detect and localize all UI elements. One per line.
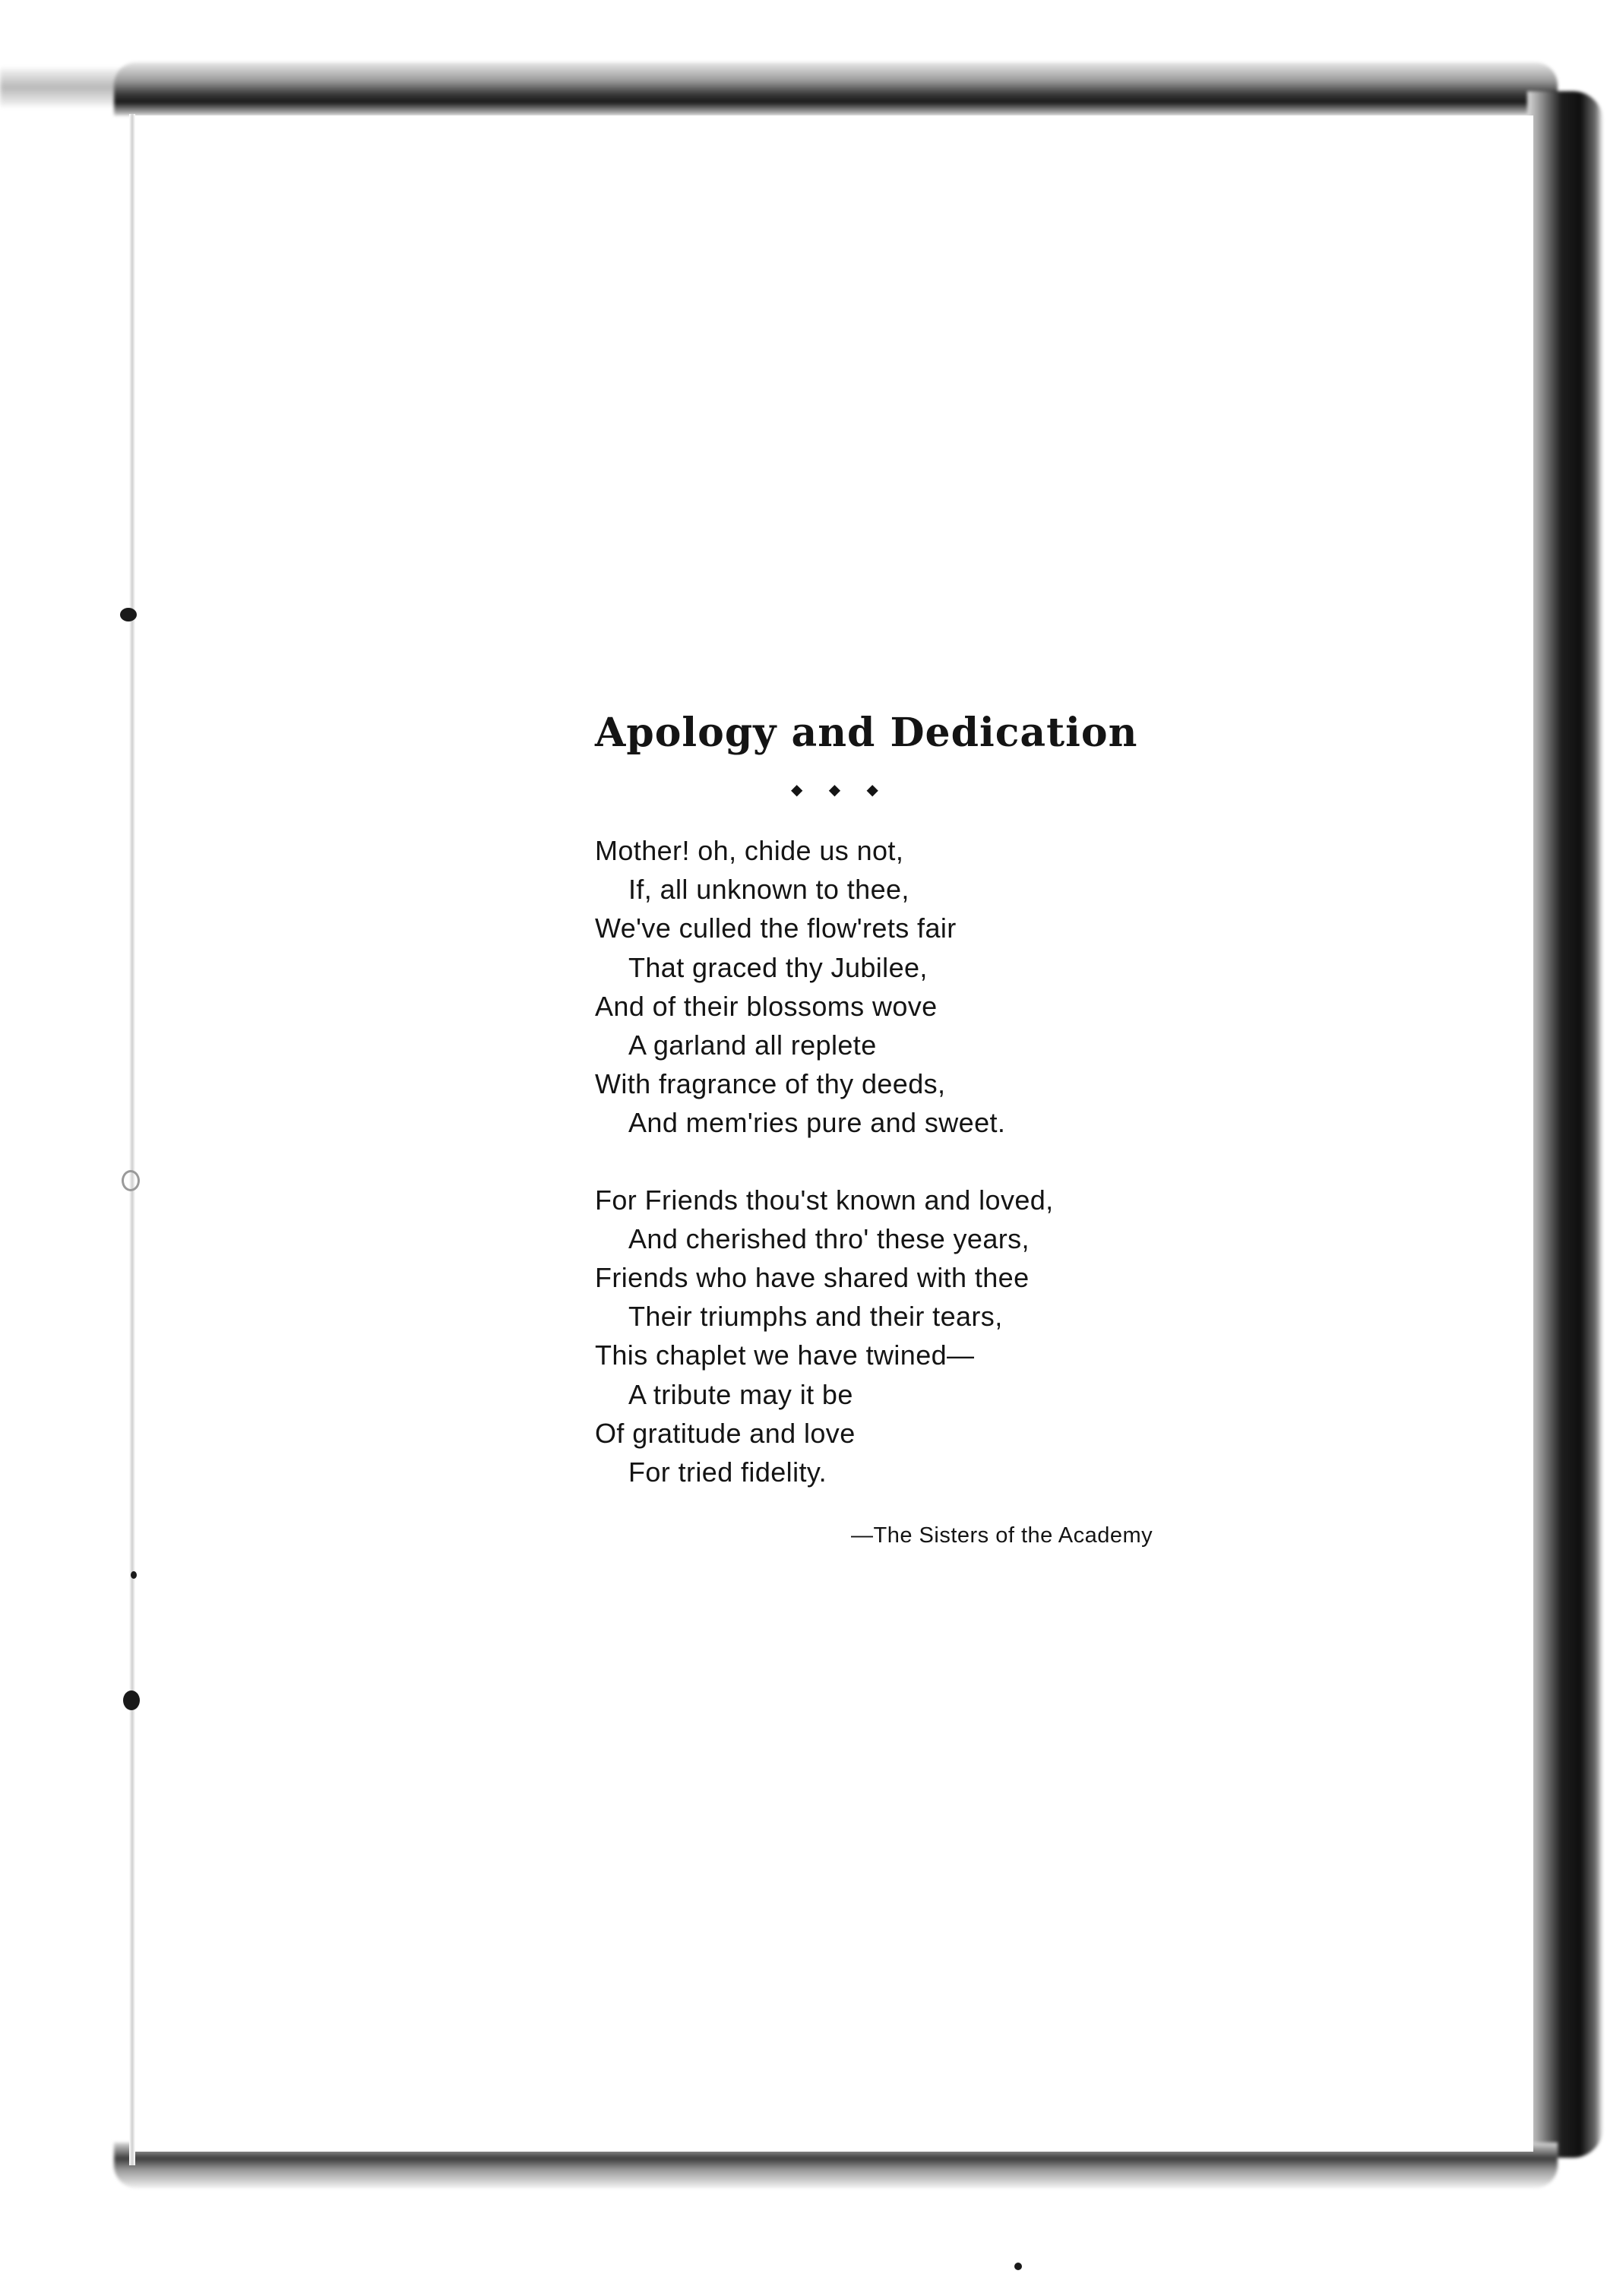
poem-line: That graced thy Jubilee, [628, 951, 928, 983]
poem-line: If, all unknown to thee, [628, 874, 909, 906]
binding-hole-mark [120, 608, 137, 621]
poem-line: For Friends thou'st known and loved, [595, 1184, 1054, 1216]
poem-block [595, 707, 1279, 1551]
poem-line: A tribute may it be [628, 1378, 853, 1410]
poem-line: For tried fidelity. [628, 1456, 827, 1488]
poem-line: A garland all replete [628, 1029, 877, 1061]
poem-line: Of gratitude and love [595, 1417, 856, 1449]
speck-mark [131, 1571, 137, 1579]
binding-hole-mark [122, 1170, 140, 1191]
speck-mark [1014, 2263, 1022, 2270]
poem-line: With fragrance of thy deeds, [595, 1068, 946, 1100]
poem-line: Mother! oh, chide us not, [595, 835, 904, 866]
book-right-edge [1527, 91, 1603, 2158]
ornament-divider: ◆ ◆ ◆ [791, 780, 889, 799]
book-gutter [129, 114, 135, 2165]
stanza-2 [595, 1181, 1279, 1492]
poem-line: And mem'ries pure and sweet. [628, 1107, 1006, 1139]
binding-hole-mark [123, 1690, 140, 1710]
poem-attribution: —The Sisters of the Academy [851, 1523, 1153, 1548]
poem-line: Their triumphs and their tears, [628, 1301, 1003, 1333]
poem-line: And cherished thro' these years, [628, 1222, 1030, 1254]
poem-line: Friends who have shared with thee [595, 1262, 1030, 1294]
poem-line: This chaplet we have twined— [595, 1339, 975, 1371]
stanza-1 [595, 831, 1279, 1143]
poem-title: Apology and Dedication [595, 710, 1138, 756]
book-top-edge [114, 62, 1558, 115]
poem-line: We've culled the flow'rets fair [595, 912, 957, 944]
poem-line: And of their blossoms wove [595, 990, 938, 1022]
